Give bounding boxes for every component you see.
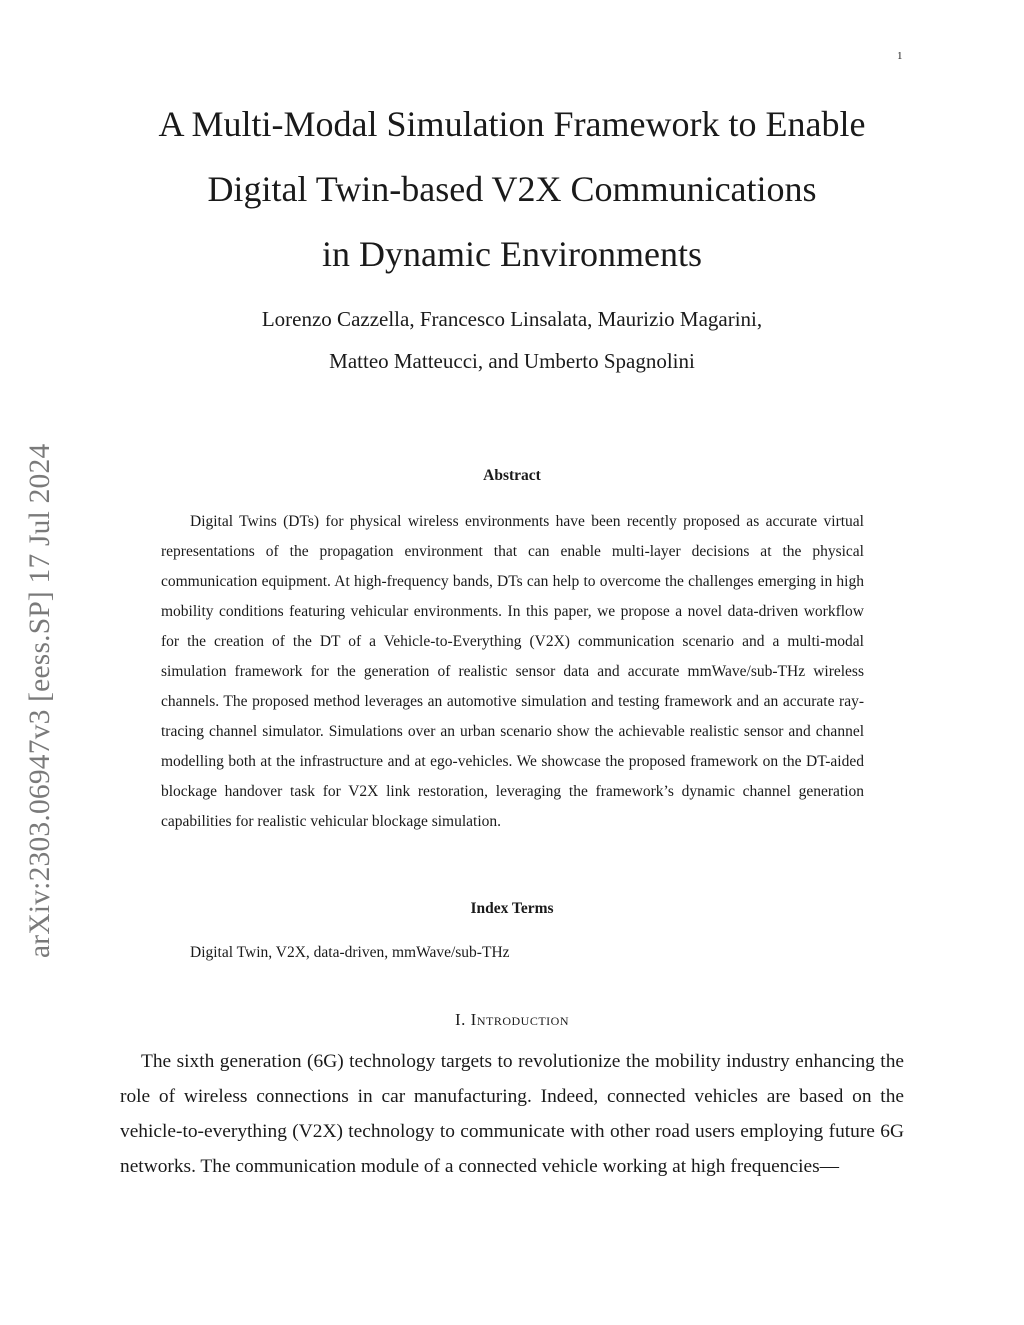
section-numeral: I. (455, 1010, 466, 1029)
index-terms-heading: Index Terms (470, 900, 554, 917)
paper-title (100, 92, 924, 287)
author-line: Matteo Matteucci, and Umberto Spagnolini (329, 349, 695, 373)
title-line: in Dynamic Environments (322, 234, 702, 274)
abstract-text: Digital Twins (DTs) for physical wireless environments have been recently proposed as accurate virtual representations of the propagation environment that can enable multi-layer decisions at the physical communication equipment. At high-frequency bands, DTs can help to overcome the challenges emerging in high mobility conditions featuring vehicular environments. In this paper, we propose a novel data-driven workflow for the creation of the DT of a Vehicle-to-Everything (V2X) communication scenario and a multi-modal simulation framework for the generation of realistic sensor data and accurate mmWave/sub-THz wireless channels. The proposed method leverages an automotive simulation and testing framework and an accurate ray-tracing channel simulator. Simulations over an urban scenario show the achievable realistic sensor and channel modelling both at the infrastructure and at ego-vehicles. We showcase the proposed framework on the DT-aided blockage handover task for V2X link restoration, leveraging the framework’s dynamic channel generation capabilities for realistic vehicular blockage simulation. (161, 513, 864, 830)
introduction-paragraph: The sixth generation (6G) technology targets to revolutionize the mobility industry enhancing the role of wireless connections in car manufacturing. Indeed, connected vehicles are based on the vehicle-to-everything (V2X) technology to communicate with other road users employing future 6G networks. The communication module of a connected vehicle working at high frequencies— (120, 1051, 904, 1177)
author-line: Lorenzo Cazzella, Francesco Linsalata, Maurizio Magarini, (261, 307, 763, 331)
section-title: Introduction (470, 1010, 569, 1029)
title-line: Digital Twin-based V2X Communications (207, 169, 817, 209)
arxiv-identifier-stamp[interactable]: arXiv:2303.06947v3 [eess.SP] 17 Jul 2024 (24, 443, 56, 958)
section-heading-introduction (100, 1010, 924, 1030)
page-number: 1 (897, 50, 903, 62)
abstract-heading: Abstract (483, 467, 541, 484)
title-line: A Multi-Modal Simulation Framework to Enable (158, 104, 866, 144)
index-terms-text: Digital Twin, V2X, data-driven, mmWave/sub-THz (190, 944, 510, 961)
author-list (100, 298, 924, 382)
